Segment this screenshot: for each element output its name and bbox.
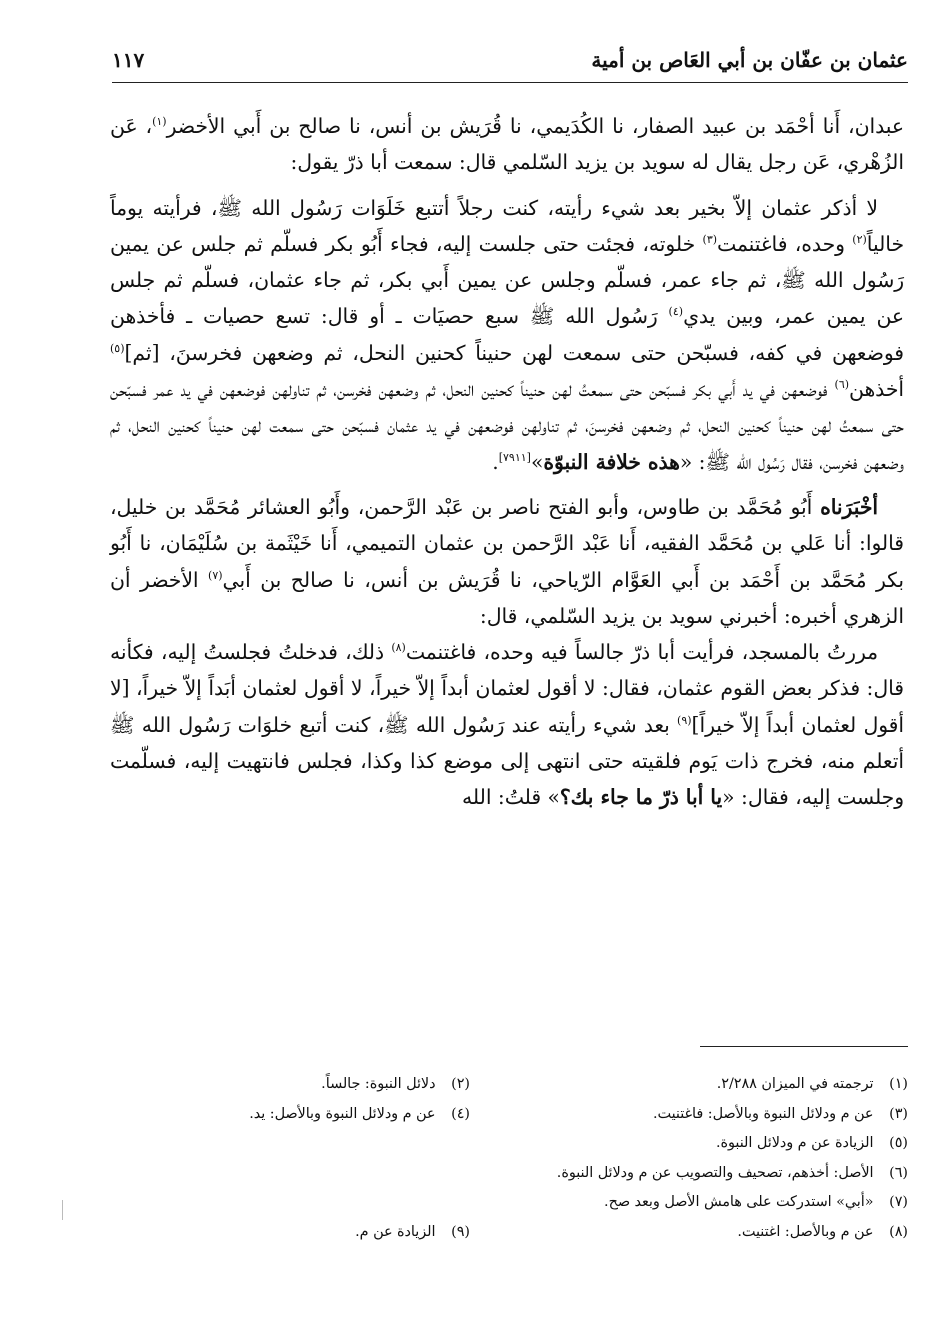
footnote-row [160, 1129, 908, 1159]
footnote-2: (٢) دلائل النبوة: جالساً. [321, 1076, 470, 1092]
bold-quote: هذه خلافة النبوّة [543, 449, 680, 474]
isnad-paragraph: عبدان، أَنا أحْمَد بن عبيد الصفار، نا الكُدَيمي، نا قُرَيش بن أنس، نا صالح بن أَبي الأخضر$^{(١)}$، عَن الزُهْري، عَن رجل يقال له سويد بن يزيد السّلمي قال: سمعت أبا ذرّ يقول: [110, 114, 904, 175]
hadith-paragraph: لا أذكر عثمان إلاّ بخير بعد شيء رأيته، كنت رجلاً أتتبع خَلَوَات رَسُول الله ﷺ، فرأيته يوماً خالياً$^{(٢)}$ وحده، فاغتنمت$^{(٣)}$ خلوته، فجئت حتى جلست إليه، فجاء أَبُو بكر فسلّم ثم جلس عن يمين رَسُول الله ﷺ، ثم جاء عمر، فسلّم وجلس عن يمين أَبي بكر، ثم جاء عثمان، فسلّم ثم جلس عن يمين عمر، وبين يدي$^{(٤)}$ رَسُول الله ﷺ سبع حصيَات ـ أو قال: تسع حصيات ـ فأخذهن فوضعهن في كفه، فسبّحن حتى سمعت لهن حنيناً كحنين النحل، ثم وضعهن فخرسنَ، [ثم]$^{(٥)}$ أخذهن$^{(٦)}$ فوضعهن في يد أَبي بكر فسبّحن حتى سمعتُ لهن حنيناً كحنين النحل، ثم وضعهن فخرسن، ثم تناولهن فوضعهن في يد عمر فسبّحن حتى سمعتُ لهن حنيناً كحنين النحل، ثم وضعهن فخرسنَ، ثم تناولهن فوضعهن في يد عثمان فسبّحن حتى سمعت لهن حنيناً كحنين النحل، ثم وضعهن فخرسن، فقال رَسُول الله ﷺ: «هذه خلافة النبوّة»[٧٩١١]. [110, 195, 904, 474]
footnote-ref: (١) [152, 115, 167, 129]
running-head [112, 44, 908, 84]
footnote-ref: (٩) [677, 713, 692, 727]
second-hadith-paragraph: مررتُ بالمسجد، فرأيت أبا ذرّ جالساً فيه وحده، فاغتنمت$^{(٨)}$ ذلك، فدخلتُ فجلستُ إليه، فكأنه قال: فذكر بعض القوم عثمان، فقال: لا أقول لعثمان أبداً إلاّ خيراً، لا أقول لعثمان أبَداً إلاّ خيراً، [لا أقول لعثمان أبداً إلاّ خيراً]$^{(٩)}$ بعد شيء رأيته عند رَسُول الله ﷺ، كنت أتبع خلوَات رَسُول الله ﷺ أتعلم منه، فخرج ذات يَوم فلقيته حتى انتهى إلى موضع كذا وكذا، فجلس فانتهيت إليه، فسلّمت وجلست إليه، فقال: «يا أبا ذرّ ما جاء بك؟» قلتُ: الله [110, 640, 904, 810]
footnote-ref: (٤) [668, 305, 684, 319]
footnote-ref: (٦) [834, 378, 850, 392]
footnote-3: (٣) عن م ودلائل النبوة وبالأصل: فاغتنيت. [653, 1105, 908, 1122]
bold-quote: يا أبا ذرّ ما جاء بك؟ [559, 785, 723, 810]
footnote-5: (٥) الزيادة عن م ودلائل النبوة. [715, 1135, 908, 1152]
header-rule [112, 82, 908, 83]
page-number: ١١٧ [112, 48, 145, 72]
footnote-row [160, 1218, 908, 1248]
running-head-title: عثمان بن عفّان بن أبي العَاص بن أمية [591, 48, 908, 72]
footnote-row [160, 1188, 908, 1218]
footnote-ref: (٢) [852, 233, 867, 247]
footnote-9: (٩) الزيادة عن م. [355, 1223, 470, 1240]
footnote-row [160, 1159, 908, 1189]
footnote-8: (٨) عن م وبالأصل: اغتنيت. [737, 1223, 908, 1240]
main-text [110, 108, 904, 816]
footnote-row [160, 1070, 908, 1100]
footnote-ref: (٧) [208, 568, 223, 582]
hadith-number: [٧٩١١] [498, 450, 531, 464]
scan-mark [62, 1200, 63, 1220]
second-isnad-paragraph: أخْبَرَناه أَبُو مُحَمَّد بن طاوس، وأبو الفتح ناصر بن عَبْد الرَّحمن، وأَبُو العشائر مُحَمَّد بن خليل، قالوا: أنا عَلي بن مُحَمَّد الفقيه، أَنا عَبْد الرَّحمن بن عثمان التميمي، أَنا خَيْثَمة بن سُلَيْمَان، نا أَبُو بكر مُحَمَّد بن أَحْمَد بن أَبي العَوَّام الرّياحي، نا قُرَيش بن أنس، نا صالح بن أَبي$^{(٧)}$ الأخضر أن الزهري أخبره: أخبرني سويد بن يزيد السّلمي، قال: [110, 494, 904, 628]
footnote-4: (٤) عن م ودلائل النبوة وبالأصل: يد. [249, 1105, 470, 1122]
footnote-1: (١) ترجمته في الميزان ٢/٢٨٨. [716, 1076, 908, 1092]
footnotes [160, 1070, 908, 1248]
footnote-rule [700, 1046, 908, 1047]
footnote-ref: (٥) [110, 342, 125, 356]
footnote-row [160, 1100, 908, 1130]
footnote-6: (٦) الأصل: أخذهم، تصحيف والتصويب عن م ودلائل النبوة. [556, 1164, 908, 1181]
footnote-ref: (٨) [391, 641, 406, 655]
akhbarana-word: أخْبَرَناه [820, 494, 878, 519]
footnote-ref: (٣) [702, 233, 718, 247]
footnote-7: (٧) «أبي» استدركت على هامش الأصل وبعد صح. [604, 1194, 908, 1211]
